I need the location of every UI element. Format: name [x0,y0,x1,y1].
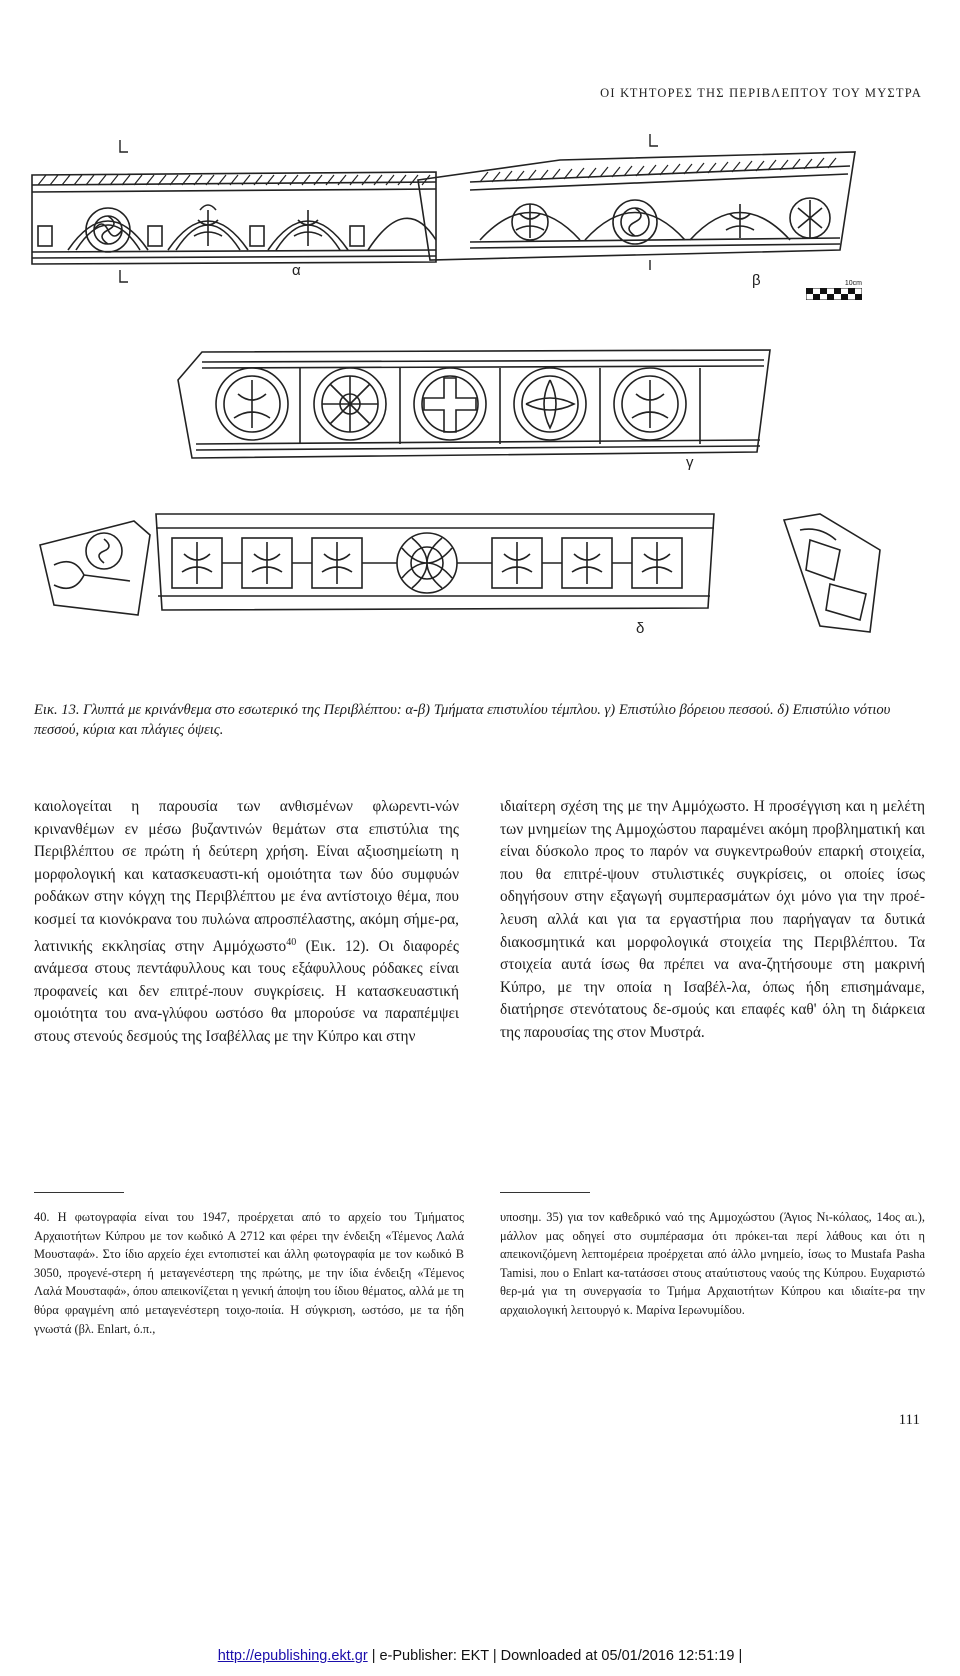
scale-bar [806,280,862,305]
figure-caption: Εικ. 13. Γλυπτά με κρινάνθεμα στο εσωτερικό της Περιβλέπτου: α-β) Τμήματα επιστυλίου τέμπλου. γ) Επιστύλιο βόρειου πεσσού. δ) Επιστύλιο νότιου πεσσού, κύρια και πλάγιες όψεις. [34,702,891,738]
footnote-40: 40. Η φωτογραφία είναι του 1947, προέρχεται από το αρχείο του Τμήματος Αρχαιοτήτων Κύπρου με τον κωδικό Α 2712 και φέρει την ένδειξη «Τέμενος Λαλά Μουσταφά». Στο ίδιο αρχείο έχει εντοπιστεί και άλλη φωτογραφία με τον κωδικό Β 3050, προγενέ-στερη ή μεταγενέστερη της πρώτης, με την ίδια ένδειξη «Τέμενος Λαλά Μουσταφά», όπου απεικονίζεται η γενική άποψη του ίδιου θέματος, αλλά με τη θύρα φραγμένη από μεταγενέστερη τοιχο-ποιία. Η σύγκριση, ωστόσο, με τα ήδη γνωστά (βλ. Enlart, ό.π., [34,1210,464,1336]
body-text-left-tail: (Εικ. 12). Οι διαφορές ανάμεσα στους πεντάφυλλους και τους εξάφυλλους ρόδακες είναι προφανείς και δεν επιτρέ-πουν συγκρίσεις. Η κατασκευαστική ομοιότητα του ανα-γλύφου ωστόσο θα μπορούσε να παραπέμψει στους στενούς δεσμούς της Ισαβέλλας με την Κύπρο και στην [34,937,459,1046]
figure-label-d: δ [636,620,645,637]
download-footer [0,1648,960,1664]
epublishing-link[interactable]: http://epublishing.ekt.gr [217,1648,368,1664]
figure-d-side-view-left [34,515,154,625]
figure-label-a: α [292,262,301,279]
figure-d-side-view-right [780,510,890,640]
body-text-left: καιολογείται η παρουσία των ανθισμένων φλωρεντι-νών κρινανθέμων εν μέσω βυζαντινών θεμάτων στα επιστύλια της Περιβλέπτου σε πρώτη ή δεύτερη χρήση. Είναι αξιοσημείωτη η μορφολογική και κατασκευαστι-κή ομοιότητα των δύο συμφυών ροδάκων στην κόγχη της Περιβλέπτου με ένα αντίστοιχο θέμα, που κοσμεί τα κιονόκρανα του πυλώνα απροσπέλαστης, ακόμη σήμε-ρα, λατινικής εκκλησίας στην Αμμόχωστο [34,798,459,955]
body-column-right [500,796,925,1045]
figure-b-epistyle-fragment [410,130,880,280]
scale-bar-label: 10cm [844,280,862,287]
footnote-40-continued: υποσημ. 35) για τον καθεδρικό ναό της Αμμοχώστου (Άγιος Νι-κόλαος, 14ος αι.), μάλλον μας οδηγεί στο συμπέρασμα ότι πρόκει-ται περί λάθους και ότι η απεικονιζόμενη λεπτομέρεια προέρχεται από άλλο μνημείο, ίσως το Mustafa Pasha Tamisi, που ο Enlart κα-τατάσσει στους αταύτιστους ναούς της Κύπρου. Ευχαριστώ θερ-μά για τη συνεργασία το Τμήμα Αρχαιοτήτων Κύπρου και ιδιαίτε-ρα την αρχαιολογική λειτουργό κ. Μαρίνα Ιερωνυμίδου. [500,1210,925,1317]
figure-a-epistyle-fragment [28,140,440,288]
page-number: 111 [898,1412,920,1428]
footnote-rule-left [34,1192,124,1193]
figure-label-b: β [752,272,761,289]
scale-bar-graphic [806,288,862,300]
body-paragraph-left [34,796,459,1049]
running-header: ΟΙ ΚΤΗΤΟΡΕΣ ΤΗΣ ΠΕΡΙΒΛΕΠΤΟΥ ΤΟΥ ΜΥΣΤΡΑ [600,86,922,100]
figure-label-c: γ [686,454,694,471]
footer-text: | e-Publisher: EKT | Downloaded at 05/01/2016 12:51:19 | [367,1648,743,1664]
body-paragraph-right: ιδιαίτερη σχέση της με την Αμμόχωστο. Η προσέγγιση και η μελέτη των μνημείων της Αμμοχώστου παραμένει ακόμη προβληματική και είναι δύσκολο προς το παρόν να συγκεντρωθούν επαρκή στοιχεία, που θα επιτρέ-ψουν στυλιστικές συγκρίσεις, οι οποίες ίσως οδηγήσουν στην εξαγωγή συμπερασμάτων όχι μόνο για την προέ-λευση αλλά και για τα εργαστήρια που παρήγαγαν τα δυτικά διακοσμητικά και μορφολογικά στοιχεία της Περιβλέπτου. Τα στοιχεία αυτά ίσως θα πρέπει να ανα-ζητήσουμε στη μακρινή Κύπρο, με την οποία η Ισαβέλ-λα, όπως ήδη επισημάναμε, διατήρησε στενότατους δε-σμούς και επαφές καθ' όλη τη διάρκεια της παρουσίας της στον Μυστρά. [500,798,925,1041]
footnote-ref-40[interactable]: 40 [286,936,297,948]
footnote-rule-right [500,1192,590,1193]
figure-c-north-pier-epistyle [172,340,778,470]
figure-d-south-pier-epistyle [152,508,718,616]
body-column-left [34,796,459,1049]
